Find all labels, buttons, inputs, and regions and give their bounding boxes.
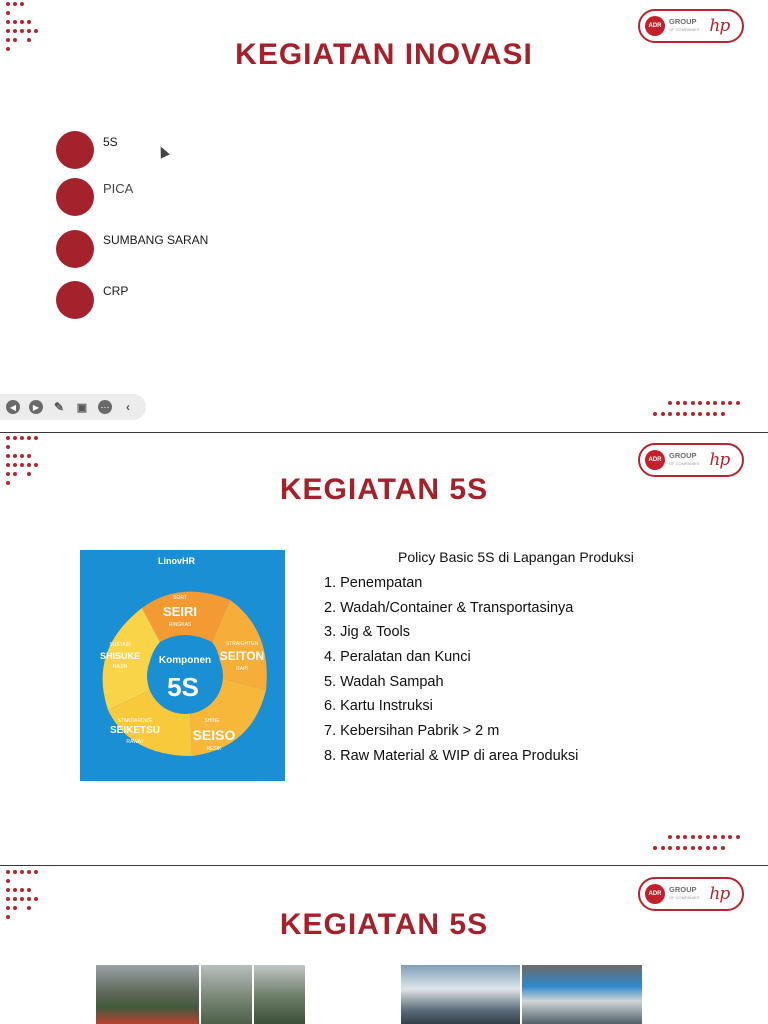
- 5s-infographic: [80, 550, 285, 781]
- bullet-item: [56, 131, 118, 169]
- logo-group-sub: OF COMPANIES: [669, 895, 700, 900]
- bullet-circle-icon: [56, 131, 94, 169]
- previous-icon[interactable]: ◀: [6, 400, 20, 414]
- collapse-icon[interactable]: ‹: [126, 400, 130, 414]
- more-icon[interactable]: ⋯: [98, 400, 112, 414]
- 5s-wheel: [80, 550, 285, 781]
- policy-item: 1. Penempatan: [324, 575, 423, 591]
- logo-group-text: GROUP: [669, 885, 697, 894]
- mouse-cursor-icon: [156, 144, 170, 158]
- slide-inovasi: [0, 0, 768, 432]
- slide-title: KEGIATAN 5S: [279, 473, 489, 506]
- bullet-circle-icon: [56, 230, 94, 268]
- next-icon[interactable]: ▶: [29, 400, 43, 414]
- policy-item: 6. Kartu Instruksi: [324, 698, 433, 715]
- bullet-label: PICA: [103, 181, 134, 196]
- corner-dots-decoration: [653, 835, 751, 857]
- policy-item: 3. Jig & Tools: [324, 624, 410, 641]
- adr-badge: ADR: [645, 450, 665, 470]
- adr-badge: ADR: [645, 16, 665, 36]
- factory-photo: [522, 965, 642, 1024]
- shisuke-meaning: RAJIN: [112, 664, 128, 670]
- policy-item: 4. Peralatan dan Kunci: [324, 649, 471, 666]
- bullet-label: CRP: [103, 284, 129, 298]
- seiso-sub: SHINE: [204, 718, 220, 724]
- policy-item: 8. Raw Material & WIP di area Produksi: [324, 747, 579, 764]
- policy-title: Policy Basic 5S di Lapangan Produksi: [398, 549, 634, 565]
- linovhr-brand: LinovHR: [158, 556, 195, 566]
- center-big-text: 5S: [167, 672, 199, 702]
- bullet-circle-icon: [56, 281, 94, 319]
- logo-mark: hp: [709, 16, 730, 36]
- factory-photo: [96, 965, 199, 1024]
- seiso-name: SEISO: [192, 727, 236, 743]
- seiketsu-meaning: RAWAT: [126, 739, 144, 745]
- logo-mark: hp: [709, 450, 730, 470]
- seiton-meaning: RAPI: [236, 666, 248, 672]
- slide-5s-photos: [0, 866, 768, 1024]
- logo-group-sub: OF COMPANIES: [669, 461, 700, 466]
- seiri-sub: SORT: [173, 595, 187, 601]
- seiri-name: SEIRI: [163, 604, 197, 619]
- center-top-text: Komponen: [158, 655, 212, 666]
- shisuke-name: SHISUKE: [99, 651, 141, 661]
- policy-item: 2. Wadah/Container & Transportasinya: [324, 599, 574, 616]
- logo-mark: hp: [709, 884, 730, 904]
- seiketsu-sub: STANDARDIZE: [117, 718, 153, 724]
- slide-title: KEGIATAN INOVASI: [235, 38, 533, 71]
- seiso-meaning: RESIK: [206, 746, 222, 752]
- bullet-label: 5S: [103, 135, 118, 149]
- seiton-sub: STRAIGHTEN: [225, 641, 259, 647]
- logo-group-sub: OF COMPANIES: [669, 27, 700, 32]
- logo-group-text: GROUP: [669, 17, 697, 26]
- bullet-item: [56, 281, 128, 319]
- zoom-icon[interactable]: ▣: [76, 401, 88, 414]
- bullet-label: SUMBANG SARAN: [103, 233, 209, 247]
- presentation-toolbar: [0, 394, 146, 420]
- company-logo: [638, 443, 744, 477]
- bullet-item: [56, 230, 208, 268]
- policy-list: [324, 573, 578, 771]
- bullet-circle-icon: [56, 178, 94, 216]
- bullet-item: [56, 178, 133, 216]
- factory-photo: [254, 965, 305, 1024]
- pen-icon[interactable]: ✎: [53, 400, 65, 414]
- adr-badge: ADR: [645, 884, 665, 904]
- logo-group-text: GROUP: [669, 451, 697, 460]
- company-logo: [638, 877, 744, 911]
- seiri-meaning: RINGKAS: [168, 622, 192, 628]
- policy-item: 5. Wadah Sampah: [324, 673, 444, 690]
- policy-item: 7. Kebersihan Pabrik > 2 m: [324, 723, 500, 740]
- seiton-name: SEITON: [219, 649, 265, 663]
- factory-photo: [201, 965, 252, 1024]
- slide-title: KEGIATAN 5S: [279, 908, 489, 941]
- corner-dots-decoration: [653, 401, 751, 423]
- seiketsu-name: SEIKETSU: [109, 725, 161, 736]
- factory-photo: [401, 965, 520, 1024]
- shisuke-sub: SUSTAIN: [109, 642, 131, 648]
